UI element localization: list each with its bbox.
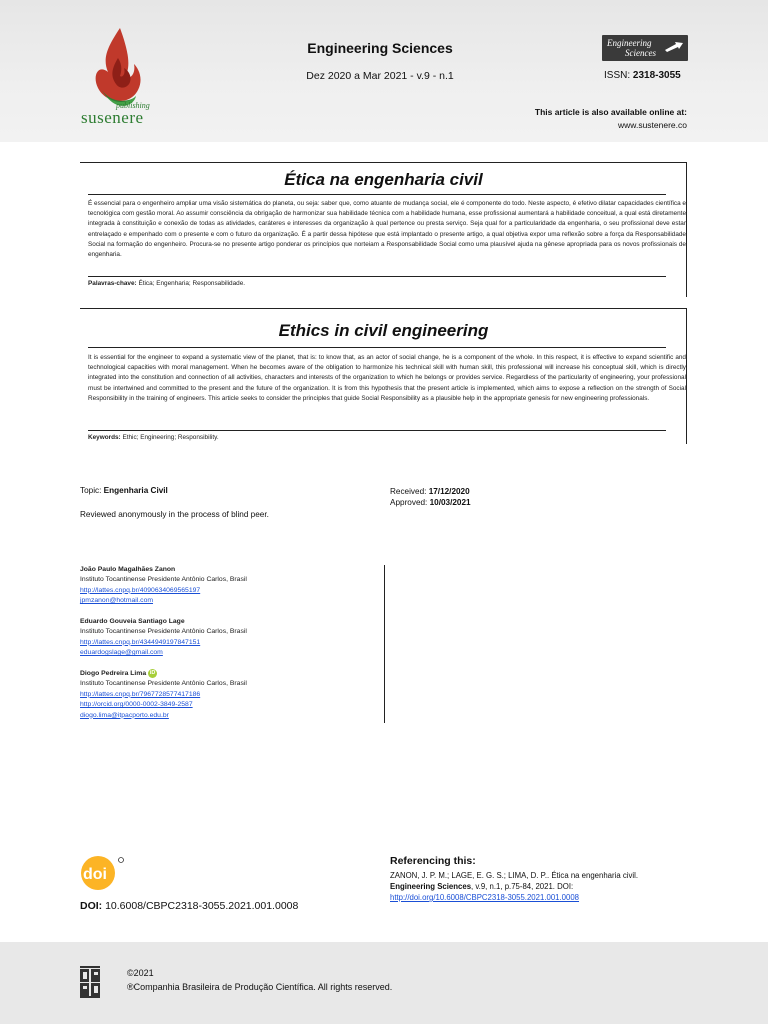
lattes-link[interactable]: http://lattes.cnpq.br/4090634069565197 (80, 586, 201, 594)
reference-authors-title: ZANON, J. P. M.; LAGE, E. G. S.; LIMA, D. P.. Ética na engenharia civil. (390, 871, 639, 880)
email-link[interactable]: eduardogslage@gmail.com (80, 649, 163, 657)
keywords-value: Ethic; Engineering; Responsibility. (120, 434, 219, 441)
author-block (80, 617, 247, 659)
keywords-value: Ética; Engenharia; Responsabilidade. (136, 280, 246, 287)
author-institution: Instituto Tocantinense Presidente Antônio Carlos, Brasil (80, 628, 247, 636)
received-label: Received: (390, 487, 429, 496)
topic-label: Topic: (80, 486, 104, 495)
author-institution: Instituto Tocantinense Presidente Antônio Carlos, Brasil (80, 576, 247, 584)
abstract-english (80, 308, 687, 444)
badge-line-2: Sciences (625, 48, 656, 58)
referencing-body (390, 870, 638, 903)
abstract-portuguese (80, 162, 687, 297)
divider (88, 347, 666, 348)
doi-logo-icon (80, 855, 118, 889)
abstract-title-pt: Ética na engenharia civil (284, 170, 483, 189)
review-note: Reviewed anonymously in the process of blind peer. (80, 510, 269, 519)
cbpc-logo-icon (80, 966, 100, 998)
email-link[interactable]: diogo.lima@itpacporto.edu.br (80, 711, 169, 719)
divider (88, 430, 666, 431)
doi-label: DOI: (80, 900, 103, 912)
gear-arrow-icon (664, 41, 684, 53)
keywords-label: Palavras-chave: (88, 280, 137, 287)
journal-title: Engineering Sciences (307, 40, 453, 56)
reference-details: , v.9, n.1, p.75-84, 2021. DOI: (471, 882, 574, 891)
approved-date (390, 497, 471, 508)
online-availability (535, 106, 687, 132)
doi-line (80, 900, 298, 912)
doi-logo-text: doi (83, 866, 107, 883)
referencing-title: Referencing this: (390, 855, 476, 867)
issn-label: ISSN: (604, 70, 633, 81)
reference-doi-link[interactable]: http://doi.org/10.6008/CBPC2318-3055.2021.001.0008 (390, 893, 580, 902)
abstract-title-en: Ethics in civil engineering (278, 321, 489, 340)
badge-line-1: Engineering (607, 38, 652, 48)
issn-value: 2318-3055 (632, 70, 681, 81)
received-value: 17/12/2020 (428, 487, 470, 496)
keywords-pt (88, 280, 245, 287)
author-block (80, 669, 247, 721)
logo-wordmark: susenere (81, 108, 144, 127)
received-date (390, 486, 471, 497)
approved-label: Approved: (390, 498, 430, 507)
orcid-link[interactable]: http://orcid.org/0000-0002-3849-2587 (80, 701, 193, 709)
lattes-link[interactable]: http://lattes.cnpq.br/4344949197847151 (80, 638, 201, 646)
copyright-rights: ®Companhia Brasileira de Produção Científica. All rights reserved. (127, 982, 393, 992)
online-label: This article is also available online at: (534, 107, 687, 117)
approved-value: 10/03/2021 (429, 498, 471, 507)
keywords-label: Keywords: (88, 434, 121, 441)
dates (390, 486, 471, 508)
online-url[interactable]: www.sustenere.co (618, 120, 687, 130)
author-name: Diogo Pedreira Lima (80, 670, 147, 677)
issue-line: Dez 2020 a Mar 2021 - v.9 - n.1 (306, 70, 454, 82)
keywords-en (88, 434, 219, 441)
email-link[interactable]: jpmzanon@hotmail.com (80, 597, 154, 605)
divider (88, 276, 666, 277)
divider (88, 194, 666, 195)
reference-source (390, 881, 638, 892)
page-header (0, 0, 768, 142)
author-block (80, 565, 247, 607)
copyright (127, 966, 392, 994)
journal-badge (602, 35, 688, 61)
doi-value: 10.6008/CBPC2318-3055.2021.001.0008 (102, 900, 299, 912)
topic-value: Engenharia Civil (103, 486, 168, 495)
author-institution: Instituto Tocantinense Presidente Antônio Carlos, Brasil (80, 680, 247, 688)
author-name-row (80, 669, 247, 679)
author-name: João Paulo Magalhães Zanon (80, 566, 176, 573)
divider-vertical (384, 565, 385, 723)
topic (80, 486, 168, 495)
abstract-text-en: It is essential for the engineer to expand a systematic view of the planet, that is: to know that, as an actor of social change, he is a component of the whole. In this respect, it is effective to expand scientific and technological capacities with moral management. When he becomes aware of the obligation to harmonize his technical skill with human skill, this professional will increase his conceptual skill, which is directly integrated into the constitution and connection of all activities, characters and interests of the organization to which he belongs or provides service. Regardless of the particularity of engineering, your professional must be intertwined and committed to the present and the future of the organization. It is from this hypothesis that the present article is implemented, which aims to expose a reflection on the strength of Social Responsibility in the training of engineers. This article seeks to consider the principles that guide Social Responsibility as a plausible help in the appropriate genesis for new engineering professionals. (88, 354, 686, 402)
lattes-link[interactable]: http://lattes.cnpq.br/7967728577417186 (80, 690, 201, 698)
abstract-text-pt: É essencial para o engenheiro ampliar uma visão sistemática do planeta, ou seja: saber que, como atuante de mudança social, ele é componente do todo. Neste aspecto, é efetivo dilatar capacidades científica e tecnológica com gestão moral. Ao assumir consciência da obrigação de harmonizar sua habilidade técnica com a habilidade humana, esse profissional aumentará a habilidade conceitual, a qual está diretamente integrada à constituição e conexão de todas as atividades, caráteres e interesses da organização à qual pertence ou presta serviço. Seja qual for a particularidade da engenharia, o seu profissional deve estar entrelaçado e empenhado com o presente e com o futuro da organização. É a partir dessa hipótese que está implantado o presente artigo, a qual objetiva expor uma reflexão sobre a força da Responsabilidade Social na formação do engenheiro. Procura-se no presente artigo ponderar os princípios que norteiam a Responsabilidade Social como uma plausível ajuda na gênese apropriada para os novos profissionais de engenharia. (88, 200, 686, 259)
reference-journal: Engineering Sciences (390, 882, 472, 891)
logo-publishing-text: publishing (116, 101, 150, 110)
orcid-icon[interactable]: iD (149, 670, 156, 676)
author-name: Eduardo Gouveia Santiago Lage (80, 618, 185, 625)
issn (604, 70, 681, 81)
copyright-year: ©2021 (127, 968, 154, 978)
